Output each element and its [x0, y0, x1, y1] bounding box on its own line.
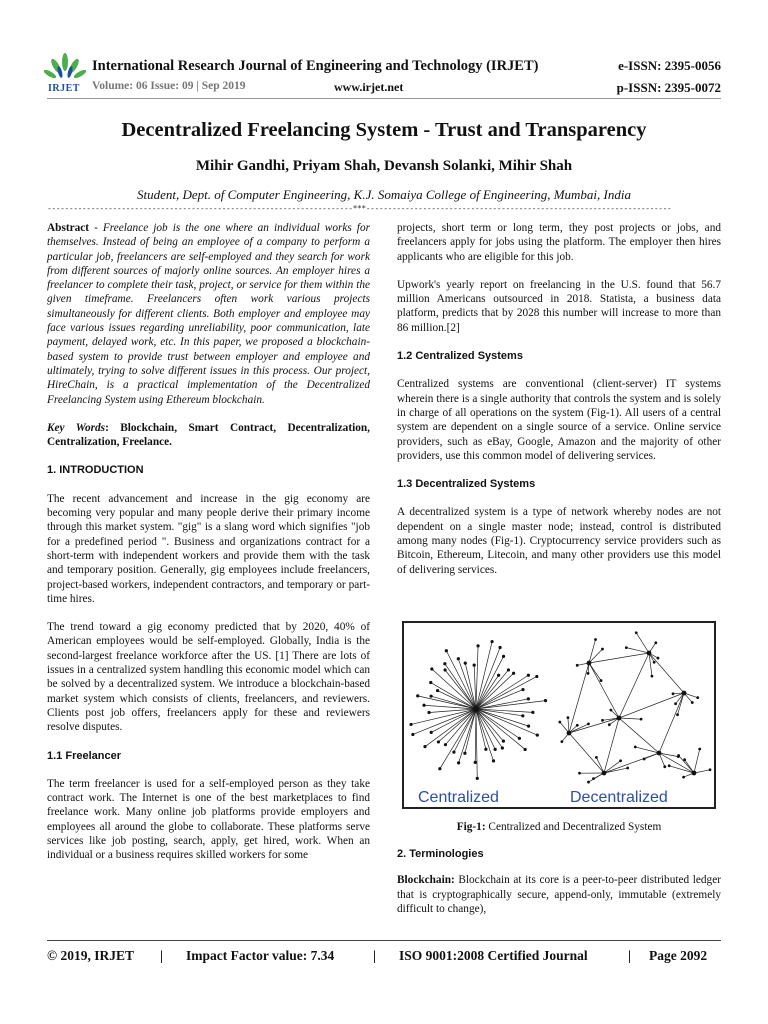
spoke-edge [476, 646, 478, 709]
peripheral-node [507, 668, 510, 671]
peripheral-node [444, 743, 447, 746]
peripheral-node [457, 761, 460, 764]
leaf-node [676, 713, 679, 716]
peripheral-node [531, 711, 534, 714]
section-heading-decentralized: 1.3 Decentralized Systems [397, 478, 536, 491]
leaf-edge [679, 756, 694, 773]
peripheral-node [463, 752, 466, 755]
peripheral-node [430, 667, 433, 670]
spoke-edge [476, 656, 504, 709]
leaf-node [587, 672, 590, 675]
peripheral-node [521, 714, 524, 717]
hub-node [587, 661, 592, 666]
leaf-node [668, 764, 671, 767]
leaf-node [600, 679, 603, 682]
peripheral-node [445, 649, 448, 652]
footer-separator: | [160, 948, 163, 963]
abstract-text: - Freelance job is the one where an individual works for themselves. Instead of being an employee of a company to perform a particular job, freelancers are self-employed and they search for work from different sources of majorly online sources. An employer hires a freelancer to complete their task, project, or service for them within the given timeframe. Freelancers often work various projects simultaneously for different clients. Both employer and employee may face various issues regarding unreliability, poor communication, late payment, delayed work, etc. In this paper, we proposed a blockchain-based system to provide trust between employer and employee and ultimately, trying to solve different issues in this process. Our project, HireChain, is a practical implementation of the Decentralized Freelancing System using Ethereum blockchain. [47, 222, 370, 406]
network-diagram [404, 623, 714, 807]
leaf-node [677, 754, 680, 757]
leaf-edge [636, 633, 649, 653]
peripheral-node [476, 644, 479, 647]
peripheral-node [423, 745, 426, 748]
journal-website[interactable]: www.irjet.net [334, 80, 404, 94]
figure-caption-label: Fig-1: [456, 821, 486, 833]
peripheral-node [443, 668, 446, 671]
hub-link-edge [589, 663, 619, 718]
peripheral-node [521, 688, 524, 691]
leaf-edge [589, 773, 605, 782]
leaf-edge [619, 718, 641, 719]
leaf-node [682, 776, 685, 779]
volume-issue: Volume: 06 Issue: 09 | Sep 2019 [92, 80, 246, 92]
journal-title: International Research Journal of Engineering and Technology (IRJET) [92, 58, 539, 74]
footer-iso: ISO 9001:2008 Certified Journal [399, 948, 588, 963]
leaf-node [657, 657, 660, 660]
leaf-node [619, 759, 622, 762]
centralized-paragraph: Centralized systems are conventional (client-server) IT systems wherein there is a single authority that controls the system and is solely in charge of all operations on the system (Fig-1). All users of a central system are dependent on a single source of a service. Online service providers, such as eBay, Google, Amazon and the majority of other providers, use this common model of delivering services. [397, 378, 721, 462]
hub-node [602, 771, 607, 776]
hub-node [682, 691, 687, 696]
logo-wordmark: IRJET [48, 83, 80, 94]
peripheral-node [490, 640, 493, 643]
peripheral-node [411, 733, 414, 736]
leaf-node [653, 661, 656, 664]
hub-link-edge [649, 653, 684, 693]
leaf-node [595, 756, 598, 759]
leaf-node [691, 701, 694, 704]
peripheral-node [430, 731, 433, 734]
figure-caption [397, 821, 721, 833]
paper-title: Decentralized Freelancing System - Trust and Transparency [121, 119, 647, 141]
leaf-edge [644, 753, 659, 759]
peripheral-node [436, 689, 439, 692]
peripheral-node [416, 694, 419, 697]
peripheral-node [409, 723, 412, 726]
peripheral-node [443, 662, 446, 665]
footer-divider [47, 940, 721, 941]
abstract-label: Abstract [47, 222, 90, 234]
footer-page-number: Page 2092 [649, 948, 708, 963]
leaf-node [651, 675, 654, 678]
peripheral-node [527, 674, 530, 677]
intro-paragraph-1: The recent advancement and increase in the gig economy are becoming very popular and many people derive their primary income through this market system. "gig" is a slang word which signifies "job for a predefined period ". Business and organizations contract for a short-term with independent workers and provide them with the task and temporary position. Generally, gig employees include freelancers, project-based workers, independent contractors, and temporary or part-time hires. [47, 492, 370, 605]
e-issn: e-ISSN: 2395-0056 [618, 58, 721, 73]
right-column [397, 221, 721, 577]
peripheral-node [502, 740, 505, 743]
freelancer-paragraph-continued: projects, short term or long term, they post projects or jobs, and freelancers apply for jobs using the platform. The employer then hires applicants who are eligible for this job. [397, 222, 721, 263]
leaf-node [610, 709, 613, 712]
peripheral-node [544, 699, 547, 702]
decentralized-paragraph: A decentralized system is a type of network whereby nodes are not dependent on a single master node; instead, control is distributed among many nodes (Fig-1). Cryptocurrency service providers such as Bitcoin, Ethereum, Litecoin, and many other providers use this model of delivering services. [397, 506, 721, 576]
section-heading-introduction: 1. INTRODUCTION [47, 464, 144, 477]
footer-separator: | [628, 948, 631, 963]
leaf-node [683, 758, 686, 761]
spoke-edge [476, 673, 514, 709]
centralized-network [409, 640, 547, 780]
peripheral-node [464, 662, 467, 665]
footer-separator: | [373, 948, 376, 963]
spoke-edge [476, 709, 493, 761]
spoke-edge [440, 709, 476, 769]
leaf-node [576, 664, 579, 667]
peripheral-node [457, 657, 460, 660]
hub-link-edge [604, 718, 619, 773]
leaf-node [635, 631, 638, 634]
hub-node [647, 651, 652, 656]
leaf-node [578, 772, 581, 775]
peripheral-node [501, 746, 504, 749]
hub-node [567, 731, 572, 736]
leaf-node [634, 746, 637, 749]
figure-centralized-decentralized [402, 621, 716, 809]
leaf-node [576, 724, 579, 727]
title-separator: ----------------------------------------------------------------------***---------------------------------------------------------------------- [47, 204, 672, 213]
leaf-node [640, 718, 643, 721]
peripheral-node [427, 711, 430, 714]
hub-link-edge [569, 663, 589, 733]
leaf-node [643, 758, 646, 761]
leaf-node [601, 719, 604, 722]
blockchain-paragraph [397, 873, 721, 916]
peripheral-node [512, 672, 515, 675]
leaf-node [674, 702, 677, 705]
peripheral-node [524, 748, 527, 751]
leaf-edge [694, 749, 700, 773]
peripheral-node [452, 751, 455, 754]
peripheral-node [429, 681, 432, 684]
peripheral-node [429, 695, 432, 698]
leaf-node [672, 692, 675, 695]
leaf-node [560, 740, 563, 743]
freelancer-paragraph: The term freelancer is used for a self-employed person as they take contract work. The Internet is one of the best marketplaces to find freelance work. Many online job platforms provide employers and employees all around the globe to collaborate. These platforms serve services like job posting, search, apply, get hired, work. When an individual or a business requires skilled workers for some [47, 777, 370, 862]
leaf-edge [669, 766, 694, 773]
peripheral-node [438, 767, 441, 770]
keywords-text: : Blockchain, Smart Contract, Decentralization, Centralization, Freelance. [47, 421, 370, 449]
leaf-edge [649, 653, 652, 676]
leaf-node [625, 646, 628, 649]
peripheral-node [536, 733, 539, 736]
footer-impact-factor: Impact Factor value: 7.34 [186, 948, 335, 963]
leaf-node [587, 781, 590, 784]
figure-label-centralized: Centralized [418, 789, 499, 806]
leaf-node [663, 765, 666, 768]
hub-node [692, 771, 697, 776]
p-issn: p-ISSN: 2395-0072 [616, 80, 721, 95]
section-heading-centralized: 1.2 Centralized Systems [397, 350, 523, 363]
hub-link-edge [569, 733, 604, 773]
peripheral-node [476, 777, 479, 780]
leaf-node [709, 768, 712, 771]
peripheral-node [437, 740, 440, 743]
spoke-edge [425, 709, 476, 747]
leaf-edge [626, 648, 649, 653]
left-column [47, 221, 370, 863]
leaf-edge [694, 770, 710, 773]
peripheral-node [502, 655, 505, 658]
leaf-node [608, 723, 611, 726]
peripheral-node [492, 759, 495, 762]
hub-node [617, 716, 622, 721]
keywords-label: Key Words [47, 421, 106, 434]
header-divider [47, 98, 721, 99]
leaf-edge [589, 663, 601, 681]
section-heading-freelancer: 1.1 Freelancer [47, 749, 121, 762]
peripheral-node [527, 697, 530, 700]
hub-link-edge [589, 653, 649, 663]
spoke-edge [476, 676, 537, 709]
peripheral-node [422, 704, 425, 707]
central-hub-node [473, 706, 479, 712]
affiliation: Student, Dept. of Computer Engineering, K.J. Somaiya College of Engineering, Mumbai, India [137, 187, 631, 202]
leaf-node [696, 696, 699, 699]
leaf-edge [569, 724, 588, 733]
leaf-node [626, 767, 629, 770]
intro-paragraph-2: The trend toward a gig economy predicted that by 2020, 40% of American employees would be self-employed. Globally, India is the second-largest freelance workforce after the US. [1] There are lots of issues in a centralized system handling this economic model which can be solved by a decentralized system. We introduce a blockchain-based market system which consists of clients, freelancers, and reviewers. Clients post job offers, freelancers apply for these and reviewers resolve disputes. [47, 621, 370, 734]
spoke-edge [445, 664, 476, 709]
leaf-node [587, 722, 590, 725]
footer-copyright: © 2019, IRJET [47, 948, 134, 963]
leaf-node [698, 748, 701, 751]
peripheral-node [484, 748, 487, 751]
author-list: Mihir Gandhi, Priyam Shah, Devansh Solanki, Mihir Shah [195, 158, 573, 174]
figure-label-decentralized: Decentralized [570, 789, 668, 806]
leaf-node [654, 641, 657, 644]
leaf-node [601, 648, 604, 651]
hub-link-edge [659, 693, 684, 753]
peripheral-node [474, 761, 477, 764]
hub-node [657, 751, 662, 756]
peripheral-node [527, 725, 530, 728]
section-heading-terminologies: 2. Terminologies [397, 848, 484, 860]
leaf-node [594, 638, 597, 641]
peripheral-node [473, 664, 476, 667]
spoke-edge [475, 709, 476, 762]
peripheral-node [497, 674, 500, 677]
upwork-paragraph: Upwork's yearly report on freelancing in the U.S. found that 56.7 million Americans outsourced in 2018. Statista, a business data platform, predicts that by 2028 this number will increase to more than 86 million.[2] [397, 278, 721, 334]
peripheral-node [494, 748, 497, 751]
right-column-lower [397, 847, 721, 916]
leaf-edge [678, 693, 684, 715]
leaf-node [558, 721, 561, 724]
peripheral-node [535, 675, 538, 678]
figure-caption-text: Centralized and Decentralized System [485, 821, 662, 833]
keywords [47, 421, 370, 450]
abstract [47, 221, 370, 407]
blockchain-definition: Blockchain at its core is a peer-to-peer distributed ledger that is cryptographically secure, append-only, immutable (extremely difficult to change), [397, 874, 721, 915]
blockchain-term: Blockchain: [397, 874, 455, 887]
decentralized-network [558, 631, 711, 783]
peripheral-node [498, 646, 501, 649]
peripheral-node [518, 737, 521, 740]
leaf-node [567, 716, 570, 719]
